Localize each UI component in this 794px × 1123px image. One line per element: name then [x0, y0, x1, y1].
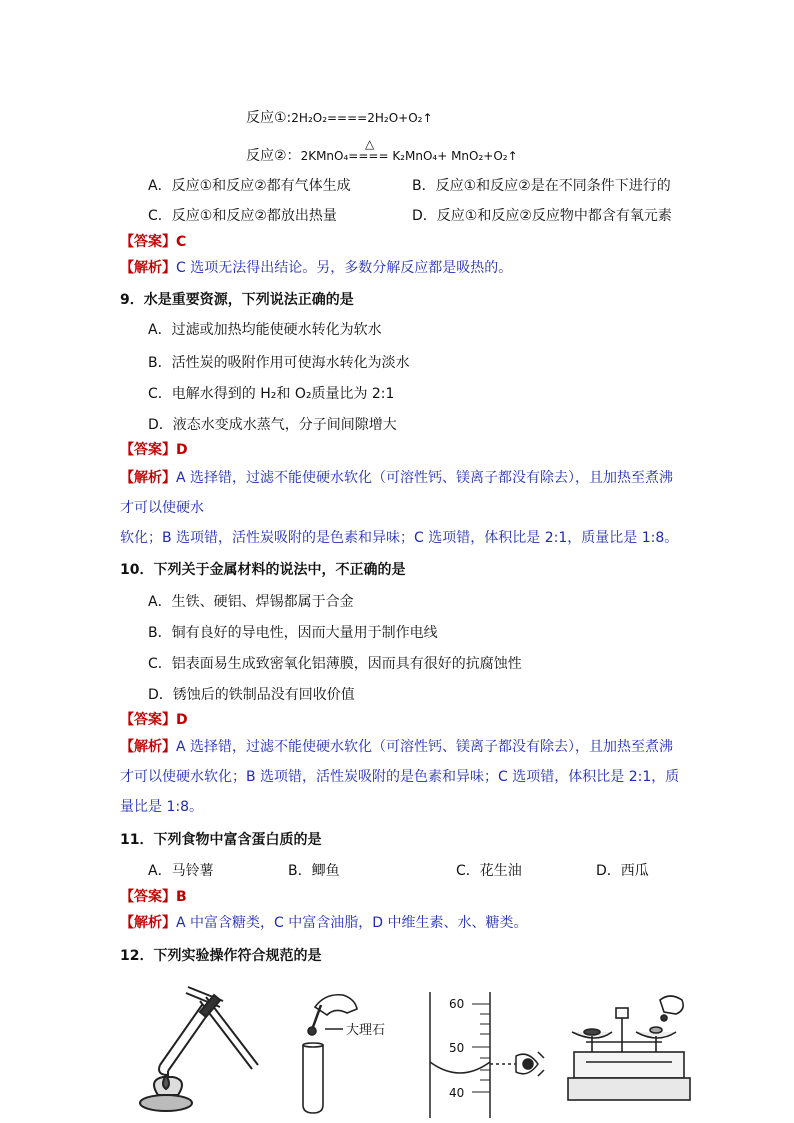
marble-label: 大理石 — [346, 1023, 386, 1038]
answer-tag: 【答案】 — [120, 442, 176, 458]
q10-option-b: B．铜有良好的导电性，因而大量用于制作电线 — [148, 625, 438, 641]
reaction-1-label: 反应①: — [246, 110, 292, 126]
reaction-2-label: 反应②： — [246, 148, 301, 164]
analysis-tag: 【解析】 — [120, 739, 176, 755]
analysis-text: A 选择错，过滤不能使硬水软化（可溶性钙、镁离子都没有除去），且加热至煮沸 — [176, 470, 674, 486]
analysis-tag: 【解析】 — [120, 470, 176, 486]
q11-option-a: A．马铃薯 — [148, 863, 214, 879]
q10-analysis-line-1 — [120, 737, 673, 757]
q8-option-c: C．反应①和反应②都放出热量 — [148, 208, 337, 224]
q8-analysis — [120, 258, 512, 278]
answer-value: C — [176, 234, 187, 250]
q8-option-a: A．反应①和反应②都有气体生成 — [148, 178, 351, 194]
q10-option-d: D．锈蚀后的铁制品没有回收价值 — [148, 687, 355, 703]
delta-symbol: △ — [365, 137, 375, 151]
q12-stem: 12．下列实验操作符合规范的是 — [120, 948, 322, 964]
q10-stem: 10．下列关于金属材料的说法中，不正确的是 — [120, 562, 406, 578]
q11-option-c: C．花生油 — [456, 863, 522, 879]
q8-answer — [120, 232, 186, 252]
heating-test-tube-figure — [128, 985, 268, 1115]
q8-option-d: D．反应①和反应②反应物中都含有氧元素 — [412, 208, 672, 224]
reaction-2 — [246, 146, 518, 166]
q10-analysis-line-2: 才可以使硬水软化；B 选项错，活性炭吸附的是色素和异味；C 选项错，体积比是 2:1，质 — [120, 769, 680, 785]
q10-analysis-line-3: 量比是 1:8。 — [120, 799, 203, 815]
graduated-cylinder-figure — [420, 992, 560, 1118]
q9-analysis-line-3: 软化；B 选项错，活性炭吸附的是色素和异味；C 选项错，体积比是 2:1，质量比是 1:8。 — [120, 530, 679, 546]
answer-tag: 【答案】 — [120, 234, 176, 250]
q11-option-b: B．鲫鱼 — [288, 863, 340, 879]
q9-option-c: C．电解水得到的 H₂和 O₂质量比为 2:1 — [148, 386, 395, 402]
analysis-text: A 中富含糖类，C 中富含油脂，D 中维生素、水、糖类。 — [176, 915, 528, 931]
answer-tag: 【答案】 — [120, 889, 176, 905]
marble-test-tube-figure — [295, 985, 405, 1115]
balance-scale-figure — [566, 992, 696, 1112]
answer-value: D — [176, 712, 188, 728]
analysis-text: A 选择错，过滤不能使硬水软化（可溶性钙、镁离子都没有除去），且加热至煮沸 — [176, 739, 674, 755]
reaction-1-equation: 2H₂O₂====2H₂O+O₂↑ — [291, 111, 433, 125]
q11-stem: 11．下列食物中富含蛋白质的是 — [120, 832, 322, 848]
analysis-tag: 【解析】 — [120, 915, 176, 931]
q10-answer — [120, 710, 188, 730]
q9-option-a: A．过滤或加热均能使硬水转化为软水 — [148, 322, 382, 338]
q9-analysis-line-1 — [120, 468, 673, 488]
reaction-1 — [246, 108, 433, 128]
analysis-tag: 【解析】 — [120, 260, 176, 276]
reaction-2-equation: 2KMnO₄==== K₂MnO₄+ MnO₂+O₂↑ — [300, 149, 518, 163]
cylinder-tick-40: 40 — [449, 1086, 465, 1100]
answer-value: B — [176, 889, 187, 905]
q9-option-d: D．液态水变成水蒸气，分子间间隙增大 — [148, 417, 397, 433]
q10-option-a: A．生铁、硬铝、焊锡都属于合金 — [148, 594, 354, 610]
answer-value: D — [176, 442, 188, 458]
q9-analysis-line-2: 才可以使硬水 — [120, 500, 204, 516]
q10-option-c: C．铝表面易生成致密氧化铝薄膜，因而具有很好的抗腐蚀性 — [148, 656, 522, 672]
q9-option-b: B．活性炭的吸附作用可使海水转化为淡水 — [148, 355, 410, 371]
q11-answer — [120, 887, 187, 907]
q11-option-d: D．西瓜 — [596, 863, 649, 879]
cylinder-tick-50: 50 — [449, 1041, 465, 1055]
analysis-text: C 选项无法得出结论。另，多数分解反应都是吸热的。 — [176, 260, 513, 276]
answer-tag: 【答案】 — [120, 712, 176, 728]
q11-analysis — [120, 913, 527, 933]
cylinder-tick-60: 60 — [449, 997, 465, 1011]
q9-stem: 9．水是重要资源，下列说法正确的是 — [120, 292, 354, 308]
q9-answer — [120, 440, 188, 460]
q8-option-b: B．反应①和反应②是在不同条件下进行的 — [412, 178, 671, 194]
